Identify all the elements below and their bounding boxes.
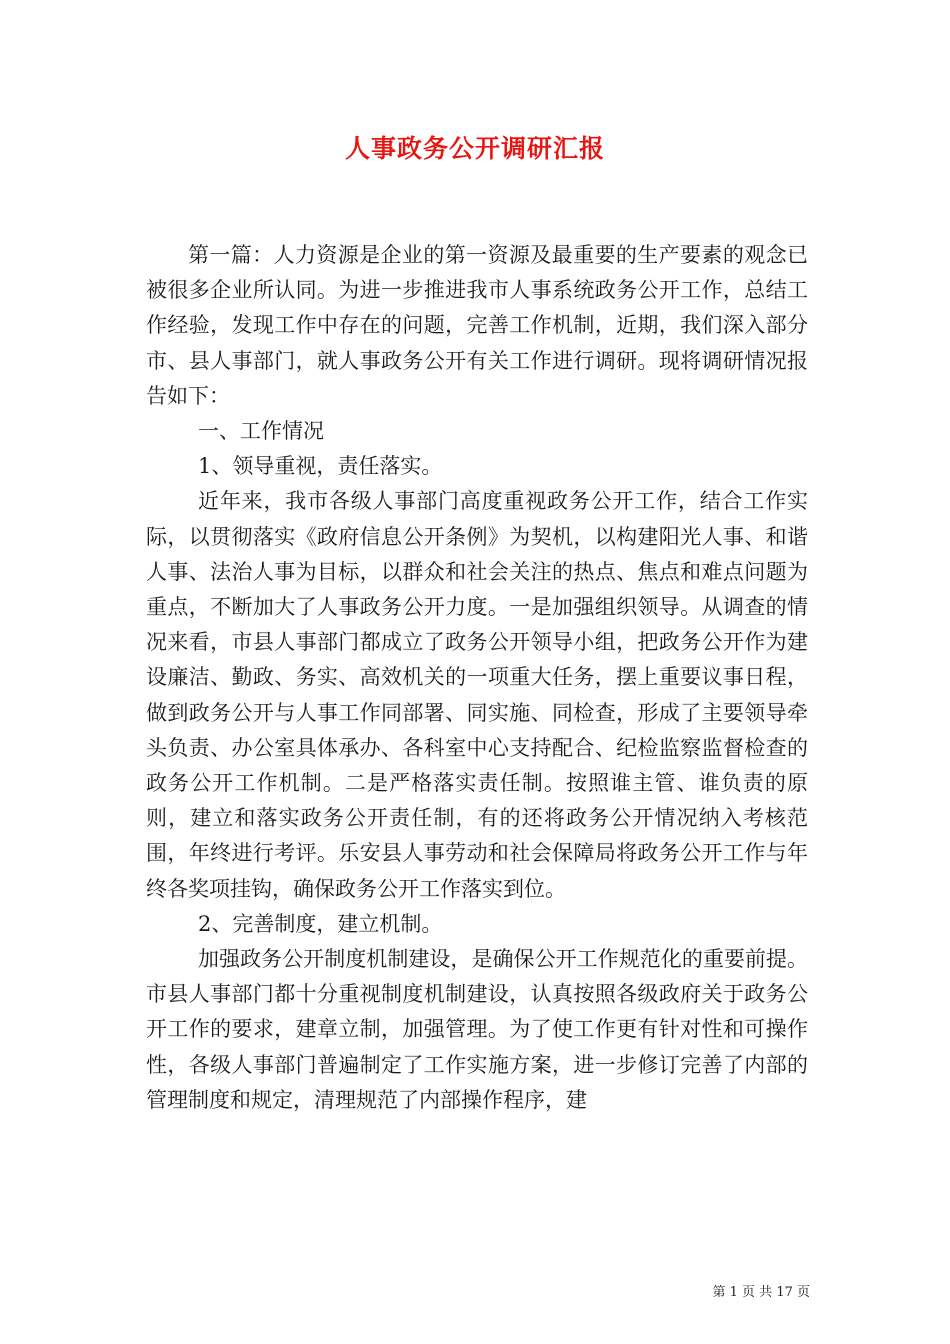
document-body [146,238,808,1118]
paragraph-intro: 第一篇：人力资源是企业的第一资源及最重要的生产要素的观念已被很多企业所认同。为进一步推进我市人事系统政务公开工作，总结工作经验，发现工作中存在的问题，完善工作机制，近期，我们深入部分市、县人事部门，就人事政务公开有关工作进行调研。现将调研情况报告如下： [146,243,808,408]
section-heading-work-status: 一、工作情况 [198,419,324,444]
subheading-system: 2、完善制度，建立机制。 [198,911,443,936]
paragraph-leadership: 近年来，我市各级人事部门高度重视政务公开工作，结合工作实际，以贯彻落实《政府信息公开条例》为契机，以构建阳光人事、和谐人事、法治人事为目标，以群众和社会关注的热点、焦点和难点问题为重点，不断加大了人事政务公开力度。一是加强组织领导。从调查的情况来看，市县人事部门都成立了政务公开领导小组，把政务公开作为建设廉洁、勤政、务实、高效机关的一项重大任务，摆上重要议事日程，做到政务公开与人事工作同部署、同实施、同检查，形成了主要领导牵头负责、办公室具体承办、各科室中心支持配合、纪检监察监督检查的政务公开工作机制。二是严格落实责任制。按照谁主管、谁负责的原则，建立和落实政务公开责任制，有的还将政务公开情况纳入考核范围，年终进行考评。乐安县人事劳动和社会保障局将政务公开工作与年终各奖项挂钩，确保政务公开工作落实到位。 [146,489,808,901]
page-number: 第 1 页 共 17 页 [712,1285,810,1300]
paragraph-system: 加强政务公开制度机制建设，是确保公开工作规范化的重要前提。市县人事部门都十分重视制度机制建设，认真按照各级政府关于政务公开工作的要求，建章立制，加强管理。为了使工作更有针对性和可操作性，各级人事部门普遍制定了工作实施方案，进一步修订完善了内部的管理制度和规定，清理规范了内部操作程序，建 [146,947,808,1112]
subheading-leadership: 1、领导重视，责任落实。 [198,454,443,479]
document-title: 人事政务公开调研汇报 [344,134,605,163]
